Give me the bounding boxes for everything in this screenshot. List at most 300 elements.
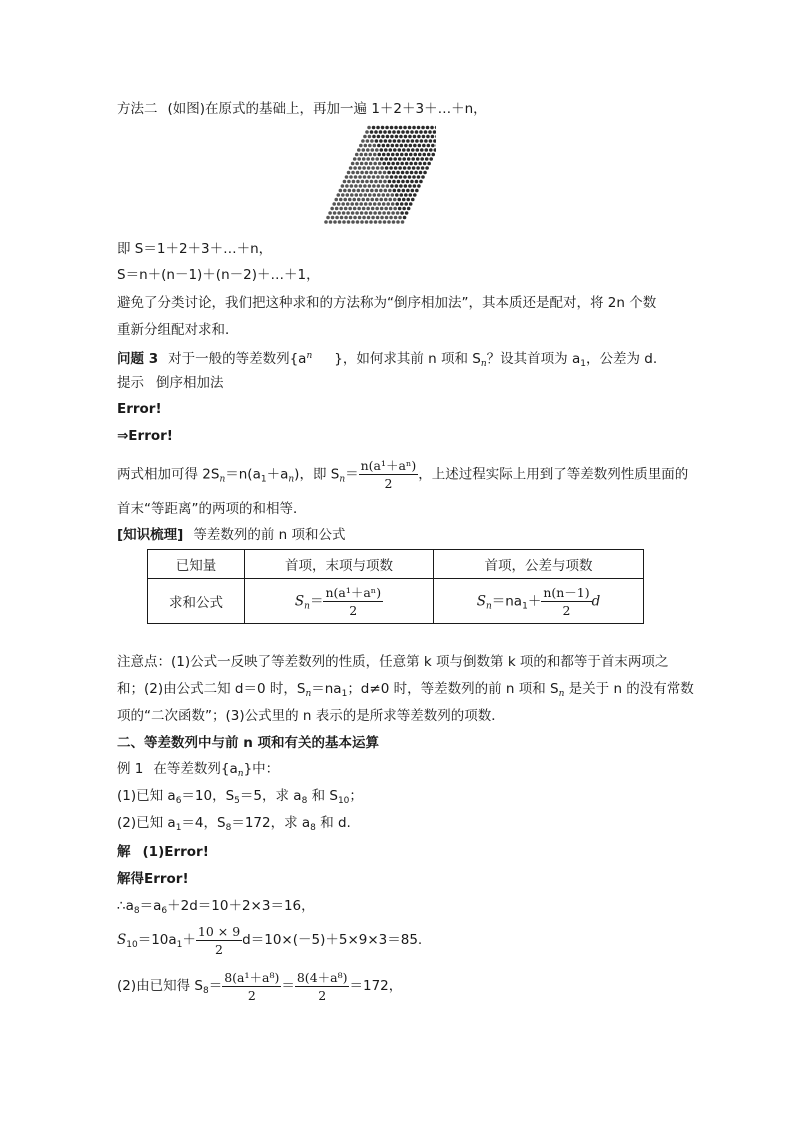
example1-text-a: 在等差数列{a — [153, 761, 238, 777]
figure-dot — [403, 216, 407, 220]
formula1-den: 2 — [349, 602, 358, 618]
table-header-cell: 首项，末项与项数 — [245, 550, 434, 579]
figure-dot — [343, 198, 347, 202]
figure-dot — [415, 180, 419, 184]
figure-dot — [385, 126, 389, 130]
figure-dot — [403, 166, 407, 170]
figure-dot — [337, 211, 341, 215]
s10-a-sub: 10 — [126, 940, 138, 950]
figure-dot — [413, 144, 417, 148]
figure-dot — [417, 175, 421, 179]
figure-dot — [392, 220, 396, 224]
pairing-mid3: )，即 S — [294, 466, 340, 483]
figure-dot — [345, 175, 349, 179]
figure-dot — [420, 148, 424, 152]
figure-dot — [339, 207, 343, 211]
knowledge-line — [117, 525, 345, 545]
figure-dot — [371, 216, 375, 220]
figure-dot — [390, 126, 394, 130]
pairing-pre: 两式相加可得 2S — [117, 466, 220, 483]
table-row — [148, 550, 644, 579]
knowledge-label: [知识梳理] — [117, 527, 184, 543]
figure-dot — [331, 216, 335, 220]
figure-dot — [402, 139, 406, 143]
figure-dot — [391, 153, 395, 157]
dot-parallelogram-figure — [322, 124, 436, 228]
figure-dot — [420, 139, 424, 143]
pairing-eq: ＝ — [345, 466, 359, 483]
figure-dot — [364, 211, 368, 215]
figure-dot — [386, 193, 390, 197]
ex-q2-b-sub: 8 — [225, 823, 232, 833]
figure-dot — [352, 198, 356, 202]
therefore-c: ＋2d＝10＋2×3＝16， — [167, 898, 315, 914]
question3-sup-n: n — [306, 351, 313, 361]
ex-q1-a-sub: 6 — [175, 796, 182, 806]
figure-dot — [337, 202, 341, 206]
therefore-b-sub: 6 — [161, 906, 168, 916]
error-line-2 — [117, 426, 173, 446]
pairing-fraction — [359, 457, 419, 492]
figure-dot — [374, 130, 378, 134]
figure-dot — [409, 144, 413, 148]
figure-dot — [374, 171, 378, 175]
figure-dot — [368, 202, 372, 206]
figure-dot — [402, 207, 406, 211]
figure-dot — [390, 135, 394, 139]
sum-backward-text: S＝n＋(n－1)＋(n－2)＋…＋1， — [117, 267, 320, 283]
figure-dot — [356, 171, 360, 175]
pairing-text-2: 首末“等距离”的两项的和相等． — [117, 501, 307, 517]
question3-text-b: }，如何求其前 n 项和 S — [334, 351, 481, 367]
pairing-frac-den: 2 — [384, 476, 393, 491]
figure-dot — [409, 153, 413, 157]
figure-dot — [389, 207, 393, 211]
hint-line — [117, 373, 224, 393]
figure-dot — [356, 180, 360, 184]
method2-line — [117, 99, 487, 119]
formula2-eq-sub: 1 — [522, 601, 528, 611]
figure-dot — [401, 180, 405, 184]
figure-dot — [346, 202, 350, 206]
figure-dot — [389, 216, 393, 220]
figure-dot — [429, 148, 433, 152]
figure-dot — [365, 220, 369, 224]
question3-label: 问题 3 — [117, 351, 159, 367]
figure-dot — [412, 175, 416, 179]
figure-dot — [411, 198, 415, 202]
figure-dot — [362, 148, 366, 152]
s10-c: ＋ — [182, 932, 196, 948]
formula2-plus: ＋ — [527, 593, 542, 609]
notes-sub-n2: n — [558, 689, 565, 699]
figure-dot — [388, 189, 392, 193]
example1-sub-n: n — [237, 769, 244, 779]
figure-dot — [386, 153, 390, 157]
figure-dot — [338, 220, 342, 224]
figure-dot — [362, 157, 366, 161]
figure-dot — [342, 220, 346, 224]
figure-dot — [384, 189, 388, 193]
therefore-a: ∴a — [117, 898, 134, 914]
figure-dot — [382, 144, 386, 148]
figure-dot — [373, 211, 377, 215]
figure-dot — [400, 193, 404, 197]
figure-dot — [349, 166, 353, 170]
figure-dot — [357, 157, 361, 161]
figure-dot — [398, 216, 402, 220]
figure-dot — [353, 166, 357, 170]
figure-dot — [365, 130, 369, 134]
figure-dot — [403, 126, 407, 130]
figure-dot — [406, 130, 410, 134]
formula2-den: 2 — [562, 602, 571, 618]
figure-dot — [330, 207, 334, 211]
figure-dot — [372, 135, 376, 139]
figure-dot — [412, 126, 416, 130]
figure-dot — [367, 126, 371, 130]
figure-dot — [395, 202, 399, 206]
figure-dot — [379, 139, 383, 143]
figure-dot — [357, 207, 361, 211]
figure-dot — [431, 153, 435, 157]
figure-dot — [416, 157, 420, 161]
figure-dot — [387, 162, 391, 166]
figure-dot — [380, 207, 384, 211]
s10-line — [117, 921, 422, 964]
figure-dot — [360, 171, 364, 175]
pairing-frac-num: n(a¹＋aⁿ) — [360, 458, 417, 473]
figure-dot — [366, 148, 370, 152]
figure-dot — [341, 184, 345, 188]
figure-dot — [419, 130, 423, 134]
figure-dot — [361, 180, 365, 184]
figure-dot — [360, 162, 364, 166]
figure-dot — [387, 211, 391, 215]
figure-dot — [372, 126, 376, 130]
pairing-post: ，上述过程实际上用到了等差数列性质里面的 — [418, 466, 689, 483]
figure-dot — [364, 202, 368, 206]
figure-dot — [348, 189, 352, 193]
figure-dot — [376, 126, 380, 130]
q2sol-eq2: ＝ — [281, 978, 295, 994]
q2sol-a: (2)由已知得 S — [117, 978, 203, 994]
figure-dot — [377, 193, 381, 197]
figure-dot — [415, 139, 419, 143]
figure-dot — [365, 171, 369, 175]
formula1-fraction — [323, 584, 383, 619]
figure-dot — [419, 180, 423, 184]
figure-dot — [384, 207, 388, 211]
figure-dot — [402, 198, 406, 202]
question3-text-c: ？设其首项为 a — [486, 351, 581, 367]
figure-dot — [391, 193, 395, 197]
figure-dot — [373, 162, 377, 166]
figure-dot — [358, 175, 362, 179]
figure-dot — [421, 166, 425, 170]
figure-dot — [392, 130, 396, 134]
q2sol-fraction-1 — [222, 969, 281, 1004]
figure-dot — [400, 211, 404, 215]
figure-dot — [429, 139, 433, 143]
figure-dot — [395, 193, 399, 197]
ex-q1-c-sub: 8 — [301, 796, 308, 806]
figure-dot — [391, 162, 395, 166]
figure-dot — [397, 180, 401, 184]
figure-dot — [353, 216, 357, 220]
figure-dot — [391, 144, 395, 148]
sum-forward-line — [117, 239, 272, 259]
figure-dot — [350, 202, 354, 206]
figure-dot — [385, 216, 389, 220]
figure-dot — [380, 148, 384, 152]
figure-dot — [343, 180, 347, 184]
figure-dot — [329, 220, 333, 224]
pairing-sub-n1: n — [219, 474, 226, 485]
figure-dot — [417, 184, 421, 188]
s10-frac-den: 2 — [215, 941, 223, 957]
figure-dot — [418, 153, 422, 157]
error-text-1: Error! — [117, 401, 162, 417]
section2-heading — [117, 733, 379, 753]
figure-dot — [400, 202, 404, 206]
figure-dot — [400, 144, 404, 148]
figure-dot — [410, 130, 414, 134]
figure-dot — [399, 184, 403, 188]
figure-dot — [377, 153, 381, 157]
figure-dot — [358, 216, 362, 220]
figure-dot — [355, 211, 359, 215]
figure-dot — [388, 139, 392, 143]
figure-dot — [431, 135, 435, 139]
figure-dot — [416, 148, 420, 152]
figure-dot — [328, 211, 332, 215]
ex-q1-b-sub: 5 — [234, 796, 240, 806]
q2sol-a-sub: 8 — [202, 986, 209, 996]
figure-dot — [413, 193, 417, 197]
figure-dot — [370, 189, 374, 193]
figure-dot — [367, 166, 371, 170]
figure-dot — [370, 130, 374, 134]
figure-dot — [391, 211, 395, 215]
figure-dot — [353, 207, 357, 211]
figure-dot — [398, 148, 402, 152]
figure-dot — [413, 135, 417, 139]
q2sol-den1: 2 — [247, 987, 256, 1003]
figure-dot — [399, 135, 403, 139]
solution-text: (1)Error! — [142, 844, 209, 860]
figure-dot — [383, 171, 387, 175]
figure-dot — [419, 171, 423, 175]
figure-dot — [359, 193, 363, 197]
figure-dot — [402, 157, 406, 161]
figure-dot — [407, 148, 411, 152]
figure-dot — [395, 184, 399, 188]
figure-dot — [410, 171, 414, 175]
figure-dot — [385, 175, 389, 179]
figure-dot — [408, 175, 412, 179]
ex-q2-c: ＝172，求 a — [231, 815, 311, 831]
figure-dot — [375, 148, 379, 152]
figure-dot — [350, 193, 354, 197]
figure-dot — [368, 135, 372, 139]
figure-dot — [364, 153, 368, 157]
figure-dot — [383, 130, 387, 134]
figure-dot — [376, 216, 380, 220]
figure-dot — [375, 157, 379, 161]
figure-dot — [435, 126, 436, 130]
figure-dot — [370, 180, 374, 184]
figure-dot — [411, 157, 415, 161]
figure-dot — [326, 216, 330, 220]
figure-dot — [407, 157, 411, 161]
figure-dot — [354, 175, 358, 179]
figure-dot — [341, 193, 345, 197]
figure-dot — [402, 189, 406, 193]
explain-text-1: 避免了分类讨论，我们把这种求和的方法称为“倒序相加法”，其本质还是配对，将 2n 个数 — [117, 295, 657, 311]
example1-q1 — [117, 786, 363, 811]
figure-dot — [414, 171, 418, 175]
ex-q2-d: 和 d. — [315, 815, 351, 831]
figure-dot — [413, 153, 417, 157]
explain-text-2: 重新分组配对求和． — [117, 322, 239, 338]
notes-text-3: 项的“二次函数”；(3)公式里的 n 表示的是所求等差数列的项数． — [117, 708, 505, 724]
figure-dot — [407, 166, 411, 170]
ex-q1-e: ； — [349, 788, 363, 804]
figure-dot — [351, 211, 355, 215]
figure-dot — [416, 166, 420, 170]
figure-dot — [417, 126, 421, 130]
figure-dot — [382, 193, 386, 197]
figure-dot — [355, 162, 359, 166]
figure-dot — [357, 198, 361, 202]
figure-dot — [374, 180, 378, 184]
figure-dot — [362, 207, 366, 211]
example1-text-b: }中： — [243, 761, 280, 777]
ex-q1-c: ＝5，求 a — [239, 788, 302, 804]
figure-dot — [347, 171, 351, 175]
example1-line — [117, 759, 279, 784]
figure-dot — [366, 207, 370, 211]
figure-dot — [355, 202, 359, 206]
figure-dot — [423, 171, 427, 175]
figure-dot — [362, 216, 366, 220]
figure-dot — [341, 202, 345, 206]
q2sol-num1: 8(a¹＋a⁸) — [224, 969, 280, 985]
figure-dot — [398, 207, 402, 211]
figure-dot — [405, 211, 409, 215]
figure-dot — [380, 166, 384, 170]
notes-text-2a: 和；(2)由公式二知 d＝0 时，S — [117, 681, 306, 697]
figure-dot — [337, 193, 341, 197]
notes-line-3 — [117, 706, 505, 726]
figure-dot — [348, 207, 352, 211]
formula1-eq: ＝ — [309, 593, 324, 609]
figure-dot — [367, 175, 371, 179]
figure-dot — [363, 175, 367, 179]
therefore-line — [117, 896, 315, 921]
figure-dot — [406, 180, 410, 184]
figure-dot — [402, 148, 406, 152]
figure-dot — [357, 148, 361, 152]
pairing-mid2: ＋a — [266, 466, 289, 483]
figure-dot — [400, 153, 404, 157]
pairing-mid: ＝n(a — [225, 466, 261, 483]
figure-dot — [350, 184, 354, 188]
figure-dot — [403, 175, 407, 179]
figure-dot — [339, 189, 343, 193]
pairing-sub-1: 1 — [260, 474, 267, 485]
error-text-2: ⇒Error! — [117, 428, 173, 444]
figure-dot — [371, 148, 375, 152]
figure-dot — [393, 139, 397, 143]
figure-dot — [357, 189, 361, 193]
figure-dot — [344, 216, 348, 220]
figure-dot — [399, 175, 403, 179]
figure-dot — [409, 193, 413, 197]
figure-dot — [348, 198, 352, 202]
ex-q2-a-sub: 1 — [175, 823, 182, 833]
figure-dot — [429, 157, 433, 161]
s10-b-sub: 1 — [176, 940, 183, 950]
figure-dot — [364, 162, 368, 166]
solve-get-line — [117, 869, 189, 889]
figure-dot — [381, 135, 385, 139]
figure-dot — [335, 207, 339, 211]
figure-dot — [347, 220, 351, 224]
figure-dot — [393, 148, 397, 152]
question3-text-a: 对于一般的等差数列{a — [168, 351, 307, 367]
figure-dot — [371, 207, 375, 211]
figure-dot — [405, 162, 409, 166]
figure-dot — [388, 180, 392, 184]
figure-dot — [362, 166, 366, 170]
figure-dot — [417, 135, 421, 139]
figure-dot — [413, 184, 417, 188]
figure-dot — [332, 202, 336, 206]
figure-dot — [400, 162, 404, 166]
figure-dot — [371, 157, 375, 161]
figure-dot — [404, 184, 408, 188]
figure-dot — [427, 153, 431, 157]
figure-dot — [425, 166, 429, 170]
figure-dot — [355, 193, 359, 197]
ex-q2-c-sub: 8 — [310, 823, 316, 833]
figure-dot — [367, 216, 371, 220]
figure-dot — [386, 202, 390, 206]
figure-dot — [369, 211, 373, 215]
figure-dot — [387, 171, 391, 175]
solution-label: 解 — [117, 844, 131, 860]
figure-dot — [397, 189, 401, 193]
figure-dot — [397, 198, 401, 202]
s10-a: S — [117, 932, 127, 948]
figure-dot — [394, 126, 398, 130]
figure-dot — [404, 153, 408, 157]
figure-dot — [368, 144, 372, 148]
figure-dot — [351, 220, 355, 224]
q2-solution-line — [117, 967, 402, 1010]
figure-dot — [385, 166, 389, 170]
therefore-a-sub: 8 — [133, 906, 140, 916]
figure-dot — [406, 189, 410, 193]
figure-dot — [393, 207, 397, 211]
figure-dot — [427, 144, 431, 148]
figure-dot — [382, 202, 386, 206]
figure-dot — [393, 189, 397, 193]
figure-dot — [406, 198, 410, 202]
figure-dot — [377, 202, 381, 206]
